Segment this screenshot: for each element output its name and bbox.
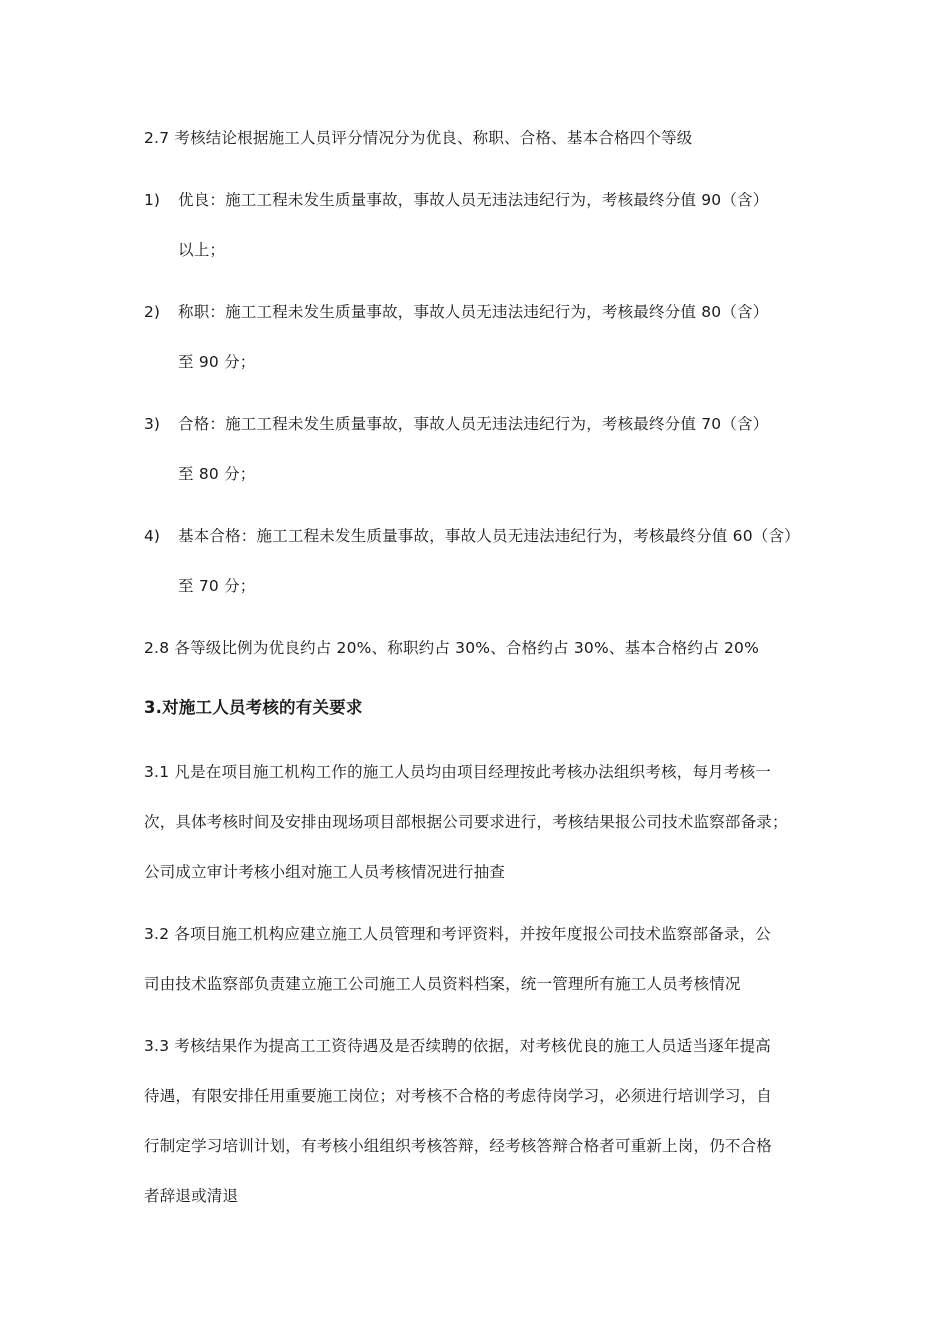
paragraph-3-1-line: 次，具体考核时间及安排由现场项目部根据公司要求进行，考核结果报公司技术监察部备录； (144, 813, 788, 831)
paragraph-3-2-line: 3.2 各项目施工机构应建立施工人员管理和考评资料，并按年度报公司技术监察部备录，公 (144, 925, 771, 943)
section-3-heading: 3.对施工人员考核的有关要求 (144, 698, 363, 717)
section-2-7-intro: 2.7 考核结论根据施工人员评分情况分为优良、称职、合格、基本合格四个等级 (144, 129, 693, 147)
list-item-text-continued: 以上； (178, 241, 226, 259)
list-item-text: 优良：施工工程未发生质量事故，事故人员无违法违纪行为，考核最终分值 90（含） (178, 191, 769, 209)
list-item-number: 3) (144, 415, 160, 433)
paragraph-3-3-line: 3.3 考核结果作为提高工工资待遇及是否续聘的依据，对考核优良的施工人员适当逐年提高 (144, 1037, 771, 1055)
paragraph-3-3-line: 待遇，有限安排任用重要施工岗位；对考核不合格的考虑待岗学习，必须进行培训学习，自 (144, 1087, 773, 1105)
list-item-text-continued: 至 80 分； (178, 465, 256, 483)
list-item-text-continued: 至 70 分； (178, 577, 256, 595)
list-item-text: 称职：施工工程未发生质量事故，事故人员无违法违纪行为，考核最终分值 80（含） (178, 303, 769, 321)
list-item-number: 4) (144, 527, 160, 545)
paragraph-3-1-line: 3.1 凡是在项目施工机构工作的施工人员均由项目经理按此考核办法组织考核，每月考核一 (144, 763, 771, 781)
paragraph-3-3-line: 者辞退或清退 (144, 1187, 239, 1205)
list-item-text: 合格：施工工程未发生质量事故，事故人员无违法违纪行为，考核最终分值 70（含） (178, 415, 769, 433)
list-item-text-continued: 至 90 分； (178, 353, 256, 371)
section-2-8-text: 2.8 各等级比例为优良约占 20%、称职约占 30%、合格约占 30%、基本合格约占 20% (144, 639, 759, 657)
list-item-number: 2) (144, 303, 160, 321)
paragraph-3-2-line: 司由技术监察部负责建立施工公司施工人员资料档案，统一管理所有施工人员考核情况 (144, 975, 741, 993)
paragraph-3-3-line: 行制定学习培训计划，有考核小组组织考核答辩，经考核答辩合格者可重新上岗，仍不合格 (144, 1137, 773, 1155)
list-item-text: 基本合格：施工工程未发生质量事故，事故人员无违法违纪行为，考核最终分值 60（含） (178, 527, 800, 545)
list-item-number: 1) (144, 191, 160, 209)
paragraph-3-1-line: 公司成立审计考核小组对施工人员考核情况进行抽查 (144, 863, 506, 881)
